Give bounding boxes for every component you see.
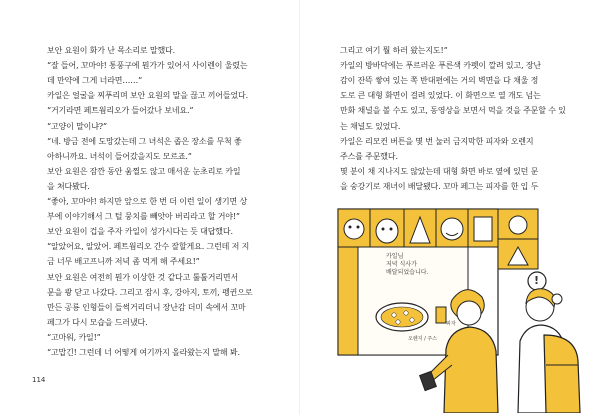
text-line: 금 너무 배고프니까 저녁 좀 먹게 해 주세요!” bbox=[47, 257, 200, 267]
screen-small-label: 피자 bbox=[446, 321, 456, 327]
text-line: “고마워, 카일!” bbox=[47, 332, 101, 342]
exclamation-mark: ! bbox=[534, 274, 540, 287]
text-line: “잘 들어, 꼬마야! 통풍구에 뭔가가 있어서 사이렌이 울렸는 bbox=[47, 61, 248, 71]
screen-message bbox=[386, 253, 428, 277]
text-line: 카일은 리모컨 버튼을 몇 번 눌러 금지막한 피자와 오렌지 bbox=[340, 136, 534, 146]
text-line: 카일의 방바닥에는 푸르러운 푸른색 카펫이 깔려 있고, 장난 bbox=[340, 61, 542, 71]
text-line: “좋아, 꼬마야! 하지만 앞으로 한 번 더 이런 일이 생기면 상 bbox=[47, 197, 248, 206]
pizza-image bbox=[376, 303, 428, 331]
text-line: 카일은 얼굴을 찌푸리며 보안 요원의 말을 끊고 끼어들었다. bbox=[47, 91, 249, 101]
text-line: 문을 쾅 닫고 나갔다. 그리고 잠시 후, 강아지, 토끼, 펭귄으로 bbox=[47, 287, 253, 297]
screen-brand-label: 오렌지 / 주스 bbox=[408, 336, 438, 342]
tv-screen bbox=[338, 209, 538, 355]
text-line: “고맙긴! 그런데 너 어떻게 여기까지 올라왔는지 말해 봐. bbox=[47, 348, 240, 357]
text-line: 는 채널도 있었다. bbox=[340, 121, 401, 131]
screen-text-line: 배달되었습니다. bbox=[386, 269, 429, 276]
screen-text-line: 저녁 식사가 bbox=[386, 261, 417, 268]
text-line: 보안 요원이 겁을 주자 카일이 성가시다는 듯 대답했다. bbox=[47, 227, 233, 237]
text-line: 보안 요원은 여전히 뭔가 이상한 것 같다고 툴툴거리면서 bbox=[47, 272, 239, 282]
screen-text-line: 카일님 bbox=[386, 253, 404, 260]
page-number: 114 bbox=[32, 376, 46, 384]
text-line: 아하니까요. 녀석이 들어갔을지도 모르죠.” bbox=[47, 151, 192, 161]
text-line: 그리고 여기 뭘 하러 왔는지도!” bbox=[340, 46, 448, 55]
text-line: “알았어요, 알았어. 페트웜리오 간수 잘할게요. 그런데 저 지 bbox=[47, 242, 250, 252]
character-peg bbox=[518, 289, 580, 413]
text-line: 보안 요원이 화가 난 목소리로 말했다. bbox=[47, 46, 176, 55]
text-line: 페그가 다시 모습을 드러냈다. bbox=[47, 317, 148, 327]
text-line: 보안 요원은 잠깐 동안 움찔도 않고 매서운 눈초리로 카일 bbox=[47, 166, 241, 176]
text-line: 을 쳐다봤다. bbox=[47, 181, 90, 191]
text-line: 만화 채널을 볼 수도 있고, 동영상을 보면서 먹을 것을 주문할 수 있 bbox=[340, 106, 566, 116]
right-page bbox=[300, 0, 600, 415]
text-line: 데 만약에 그게 너라면……” bbox=[47, 76, 143, 86]
text-line: 을 숭강기로 재녀이 배달됐다. 꼬마 페그는 피자를 한 입 두 bbox=[340, 181, 539, 191]
text-line: 몇 분이 채 지나지도 않았는데 대형 화면 바로 옆에 있던 문 bbox=[340, 166, 539, 176]
text-line: 만든 공룡 인형들이 들썩거리더니 장난감 더미 속에서 꼬마 bbox=[47, 302, 246, 312]
text-line: “고양이 말이냐?” bbox=[47, 121, 107, 131]
text-line: 부에 이야기해서 그 털 뭉치를 빼앗아 버리라고 할 거야!” bbox=[47, 212, 240, 222]
text-line: 주스를 주문했다. bbox=[340, 151, 398, 161]
text-line: “거기라면 페트웜리오가 들어갔나 보네요.” bbox=[47, 106, 194, 116]
text-line: “네. 방금 전에 도망갔는데 그 녀석은 좁은 장소를 무척 좋 bbox=[47, 136, 242, 146]
story-illustration bbox=[332, 205, 582, 413]
text-line: 도로 큰 대형 화면이 걸려 있었다. 이 화면으로 열 개도 넘는 bbox=[340, 91, 541, 101]
text-line: 감이 잔뜩 쌓여 있는 쪽 반대편에는 거의 벽면을 다 채울 정 bbox=[340, 76, 539, 86]
